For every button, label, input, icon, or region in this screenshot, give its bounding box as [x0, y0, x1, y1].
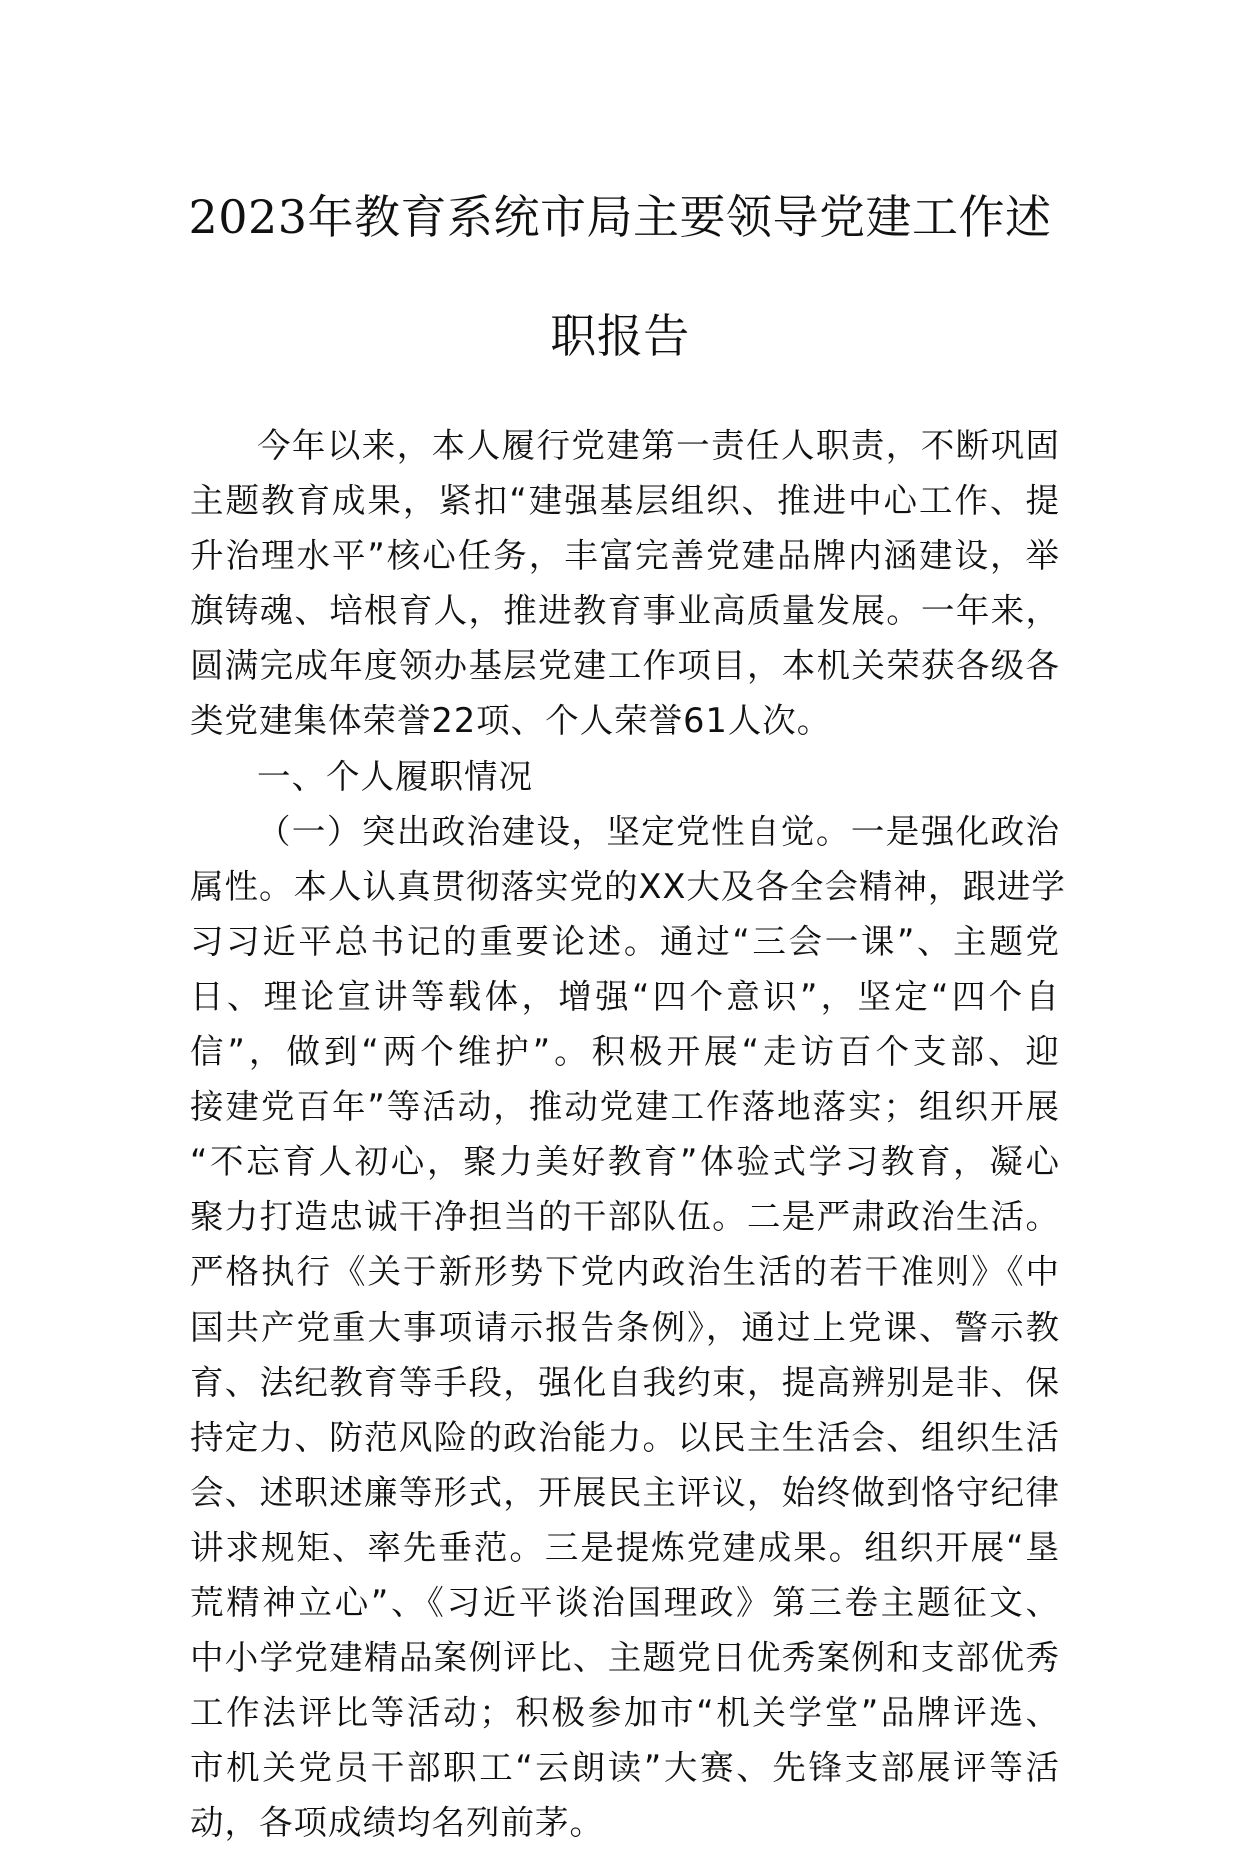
- paragraph-line: 日、理论宣讲等载体，增强“四个意识”，坚定“四个自: [190, 976, 1060, 1016]
- paragraph-line: 讲求规矩、率先垂范。三是提炼党建成果。组织开展“垦: [190, 1527, 1060, 1567]
- paragraph-line: 类党建集体荣誉22项、个人荣誉61人次。: [190, 701, 832, 741]
- paragraph-line: 会、述职述廉等形式，开展民主评议，始终做到恪守纪律: [190, 1472, 1060, 1512]
- paragraph-line: 接建党百年”等活动，推动党建工作落地落实；组织开展: [190, 1087, 1060, 1127]
- paragraph-line: 属性。本人认真贯彻落实党的XX大及各全会精神，跟进学: [190, 866, 1066, 906]
- paragraph-line: 国共产党重大事项请示报告条例》，通过上党课、警示教: [190, 1307, 1060, 1347]
- paragraph-line: 持定力、防范风险的政治能力。以民主生活会、组织生活: [190, 1417, 1060, 1457]
- document-body: [190, 418, 1066, 1850]
- paragraph-line: 聚力打造忠诚干净担当的干部队伍。二是严肃政治生活。: [190, 1197, 1060, 1237]
- paragraph-line: 严格执行《关于新形势下党内政治生活的若干准则》《中: [190, 1252, 1060, 1292]
- paragraph-line: 习习近平总书记的重要论述。通过“三会一课”、主题党: [190, 921, 1060, 961]
- paragraph-line: 荒精神立心”、《习近平谈治国理政》第三卷主题征文、: [190, 1582, 1060, 1622]
- paragraph-line: 育、法纪教育等手段，强化自我约束，提高辨别是非、保: [190, 1362, 1060, 1402]
- paragraph-line: 升治理水平”核心任务，丰富完善党建品牌内涵建设，举: [190, 536, 1060, 576]
- paragraph-line: 市机关党员干部职工“云朗读”大赛、先锋支部展评等活: [190, 1748, 1060, 1788]
- paragraph-line: 圆满完成年度领办基层党建工作项目，本机关荣获各级各: [190, 646, 1060, 686]
- paragraph-line: 中小学党建精品案例评比、主题党日优秀案例和支部优秀: [190, 1638, 1060, 1678]
- paragraph-line: 动，各项成绩均名列前茅。: [190, 1803, 604, 1843]
- document-title-line-2: 职报告: [550, 309, 690, 363]
- paragraph-line: 旗铸魂、培根育人，推进教育事业高质量发展。一年来，: [190, 591, 1060, 631]
- section-heading: 一、个人履职情况: [257, 756, 533, 796]
- paragraph-line: （一）突出政治建设，坚定党性自觉。一是强化政治: [257, 811, 1060, 851]
- paragraph-line: 信”，做到“两个维护”。积极开展“走访百个支部、迎: [190, 1032, 1060, 1072]
- paragraph-line: “不忘育人初心，聚力美好教育”体验式学习教育，凝心: [190, 1142, 1060, 1182]
- document-title-line-1: 2023年教育系统市局主要领导党建工作述: [188, 190, 1052, 244]
- paragraph-line: 主题教育成果，紧扣“建强基层组织、推进中心工作、提: [190, 481, 1060, 521]
- paragraph-line: 今年以来，本人履行党建第一责任人职责，不断巩固: [257, 426, 1060, 465]
- paragraph-line: 工作法评比等活动；积极参加市“机关学堂”品牌评选、: [190, 1693, 1060, 1733]
